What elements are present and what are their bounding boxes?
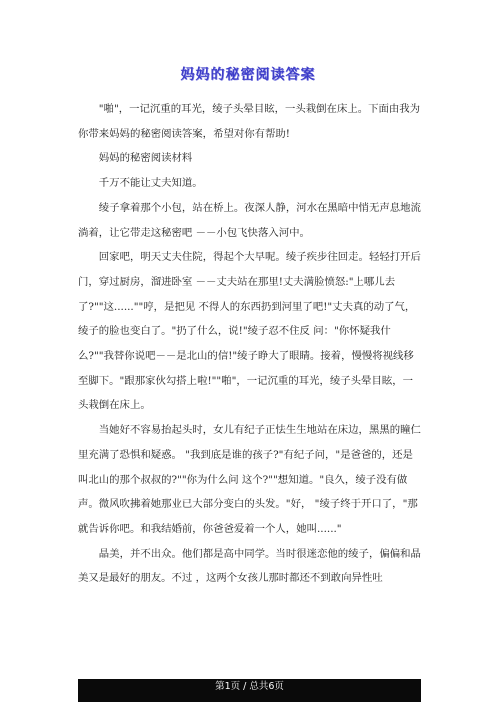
page-title: 妈妈的秘密阅读答案 xyxy=(180,67,316,83)
paragraph: 晶美，并不出众。他们都是高中同学。当时很迷恋他的绫子，偏偏和晶美又是最好的朋友。不过 ，这两个女孩儿那时都还不到敢向异性吐 xyxy=(78,547,421,585)
article-body xyxy=(78,97,421,591)
paragraph: 千万不能让丈夫知道。 xyxy=(98,177,203,190)
paragraph: 妈妈的秘密阅读材料 xyxy=(98,152,193,165)
page-footer: 第1页 / 总共6页 xyxy=(78,679,421,702)
paragraph: 回家吧，明天丈夫住院，得起个大早呢。绫子疾步往回走。轻轻打开后门，穿过厨房，溜进卧室 －－丈夫站在那里!丈夫满脸愤怒:"上哪儿去了?""这......""哼，是把见 不得人的东西扔到河里了吧!"丈夫真的动了气，绫子的脸也变白了。"扔了什么，说!"绫子忍不住反 问："你怀疑我什么?""我替你说吧－－是北山的信!"绫子睁大了眼睛。接着，慢慢将视线移 至脚下。"跟那家伙勾搭上啦!""啪"，一记沉重的耳光，绫子头晕目眩，一头栽倒在床上。 xyxy=(78,251,421,412)
paragraph: 绫子拿着那个小包，站在桥上。夜深人静，河水在黑暗中悄无声息地流淌着，让它带走这秘密吧 －－小包飞快落入河中。 xyxy=(78,201,421,239)
paragraph: "啪"，一记沉重的耳光，绫子头晕目眩，一头栽倒在床上。下面由我为你带来妈妈的秘密阅读答案，希望对你有帮助! xyxy=(78,103,421,140)
paragraph: 当她好不容易抬起头时，女儿有纪子正怯生生地站在床边，黑黑的瞳仁里充满了恐惧和疑惑。 "我到底是谁的孩子?"有纪子问，"是爸爸的，还是叫北山的那个叔叔的?""你为什么问 这个?""想知道。"良久，绫子没有做声。微风吹拂着她那业已大部分变白的头发。"好， "绫子终于开口了，"那就告诉你吧。和我结婚前，你爸爸爱着一个人，她叫......" xyxy=(78,424,421,535)
